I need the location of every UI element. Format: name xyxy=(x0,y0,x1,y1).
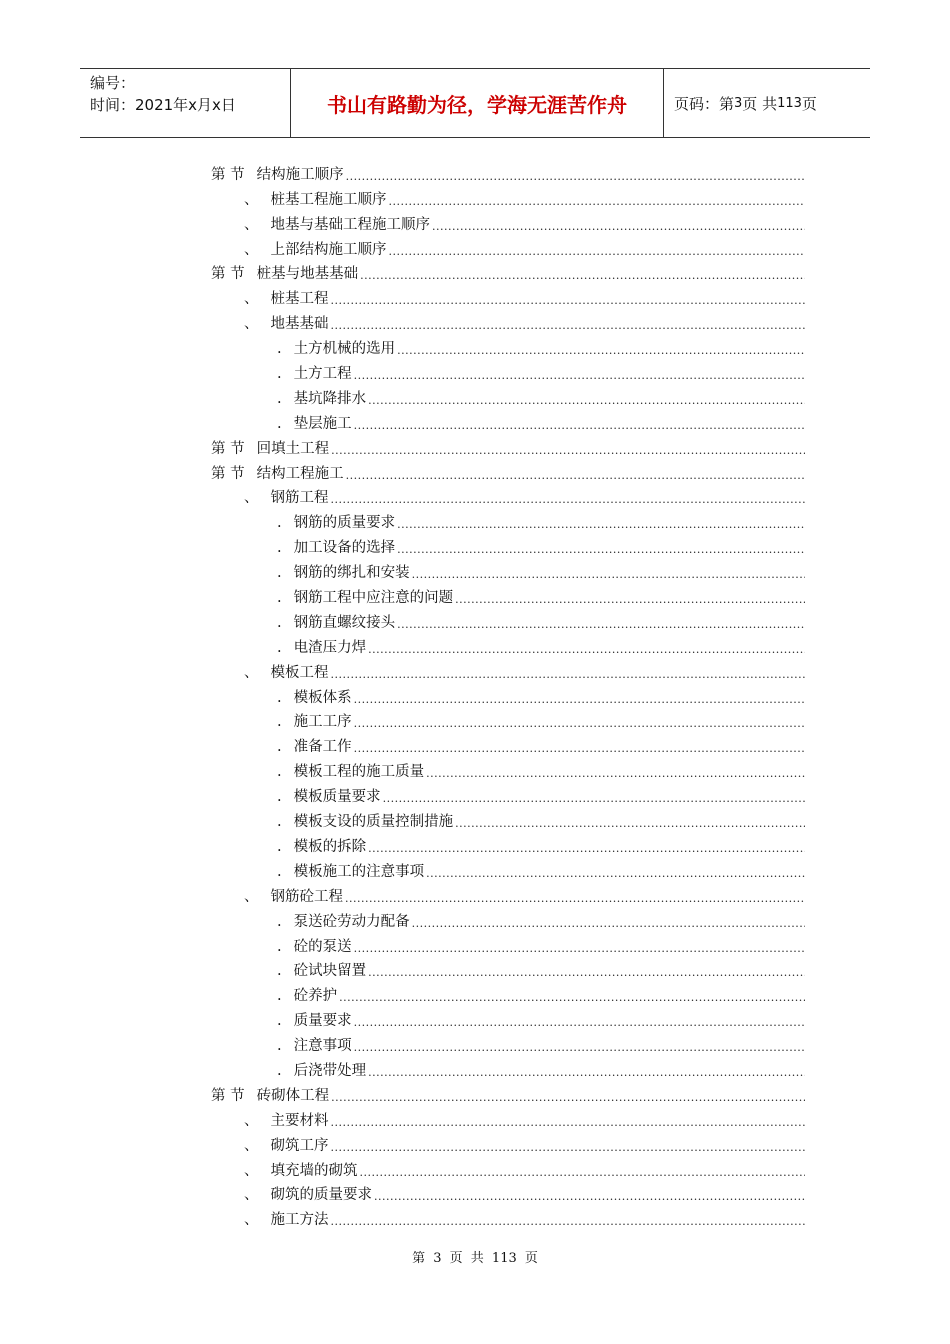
toc-entry-title: 模板支设的质量控制措施 xyxy=(293,814,454,831)
toc-entry[interactable] xyxy=(211,184,805,209)
dot-leader xyxy=(368,842,805,856)
toc-entry-title: 砼养护 xyxy=(293,988,338,1005)
toc-entry[interactable] xyxy=(211,1105,805,1130)
toc-entry-title: 模板的拆除 xyxy=(293,838,367,855)
toc-entry[interactable] xyxy=(211,458,805,483)
toc-entry[interactable] xyxy=(211,881,805,906)
toc-entry-title: 上部结构施工顺序 xyxy=(270,241,387,258)
toc-entry-title: 质量要求 xyxy=(293,1013,352,1030)
header-slogan: 书山有路勤为径，学海无涯苦作舟 xyxy=(291,69,664,137)
toc-entry-title: 钢筋工程中应注意的问题 xyxy=(293,590,454,607)
dot-leader xyxy=(331,1215,806,1229)
dot-leader xyxy=(368,966,805,980)
dot-leader xyxy=(455,593,805,607)
toc-entry-prefix: 、 xyxy=(244,316,259,333)
toc-entry-prefix: 、 xyxy=(244,1112,259,1129)
toc-entry-title: 模板施工的注意事项 xyxy=(293,863,425,880)
dot-leader xyxy=(432,220,805,234)
page-total: 113 xyxy=(777,95,802,111)
page-suffix: 页 xyxy=(801,94,817,113)
toc-entry-title: 结构施工顺序 xyxy=(256,166,344,183)
toc-entry-title: 填充墙的砌筑 xyxy=(270,1162,358,1179)
toc-entry-prefix: . xyxy=(277,515,282,532)
toc-entry[interactable] xyxy=(211,831,805,856)
toc-entry-prefix: 、 xyxy=(244,216,259,233)
toc-entry[interactable] xyxy=(211,731,805,756)
toc-entry[interactable] xyxy=(211,756,805,781)
dot-leader xyxy=(331,1141,806,1155)
dot-leader xyxy=(389,195,806,209)
toc-entry[interactable] xyxy=(211,1080,805,1105)
toc-entry[interactable] xyxy=(211,856,805,881)
toc-entry-prefix: . xyxy=(277,714,282,731)
dot-leader xyxy=(354,1041,805,1055)
toc-entry-prefix: 、 xyxy=(244,191,259,208)
toc-entry-prefix: . xyxy=(277,689,282,706)
toc-entry-title: 主要材料 xyxy=(270,1112,329,1129)
toc-entry-title: 注意事项 xyxy=(293,1038,352,1055)
toc-entry[interactable] xyxy=(211,906,805,931)
toc-entry-prefix: 、 xyxy=(244,490,259,507)
dot-leader xyxy=(397,344,805,358)
toc-entry[interactable] xyxy=(211,333,805,358)
toc-entry[interactable] xyxy=(211,582,805,607)
toc-entry[interactable] xyxy=(211,507,805,532)
dot-leader xyxy=(397,618,805,632)
toc-entry-title: 砼试块留置 xyxy=(293,963,367,980)
toc-entry-prefix: . xyxy=(277,341,282,358)
toc-entry-title: 土方工程 xyxy=(293,366,352,383)
dot-leader xyxy=(389,245,806,259)
header-meta xyxy=(80,69,291,137)
toc-entry[interactable] xyxy=(211,1204,805,1229)
dot-leader xyxy=(354,693,805,707)
toc-entry[interactable] xyxy=(211,1055,805,1080)
toc-entry-prefix: . xyxy=(277,963,282,980)
toc-entry-title: 桩基工程施工顺序 xyxy=(270,191,387,208)
document-time: 时间：2021年x月x日 xyxy=(90,96,236,114)
dot-leader xyxy=(360,1166,806,1180)
toc-entry-title: 施工方法 xyxy=(270,1212,329,1229)
toc-entry-title: 钢筋工程 xyxy=(270,490,329,507)
dot-leader xyxy=(368,394,805,408)
toc-entry-title: 桩基工程 xyxy=(270,291,329,308)
dot-leader xyxy=(331,1116,806,1130)
toc-entry[interactable] xyxy=(211,557,805,582)
toc-entry-title: 模板质量要求 xyxy=(293,789,381,806)
toc-entry-prefix: . xyxy=(277,938,282,955)
dot-leader xyxy=(360,269,805,283)
toc-entry[interactable] xyxy=(211,358,805,383)
toc-entry-prefix: 、 xyxy=(244,1187,259,1204)
toc-entry-prefix: 、 xyxy=(244,241,259,258)
toc-entry-prefix: . xyxy=(277,1062,282,1079)
dot-leader xyxy=(346,469,805,483)
toc-entry-prefix: . xyxy=(277,366,282,383)
toc-entry-title: 地基基础 xyxy=(270,316,329,333)
toc-entry-prefix: 第 节 xyxy=(211,440,245,457)
dot-leader xyxy=(368,1066,805,1080)
toc-entry-prefix: . xyxy=(277,814,282,831)
toc-entry-title: 基坑降排水 xyxy=(293,390,367,407)
toc-entry-prefix: 、 xyxy=(244,888,259,905)
toc-entry-title: 回填土工程 xyxy=(256,440,330,457)
dot-leader xyxy=(345,892,805,906)
page-footer: 第 3 页 共 113 页 xyxy=(412,1251,538,1266)
toc-entry-title: 钢筋直螺纹接头 xyxy=(293,614,396,631)
toc-entry[interactable] xyxy=(211,383,805,408)
page-number: 3 xyxy=(734,95,743,111)
toc-entry-title: 施工工序 xyxy=(293,714,352,731)
toc-entry-title: 砌筑的质量要求 xyxy=(270,1187,372,1204)
toc-entry-title: 准备工作 xyxy=(293,739,352,756)
table-of-contents xyxy=(211,159,805,1229)
toc-entry[interactable] xyxy=(211,209,805,234)
document-number: 编号： xyxy=(90,74,136,92)
toc-entry-prefix: . xyxy=(277,789,282,806)
toc-entry[interactable] xyxy=(211,980,805,1005)
dot-leader xyxy=(354,742,805,756)
toc-entry-title: 电渣压力焊 xyxy=(293,639,367,656)
toc-entry-title: 地基与基础工程施工顺序 xyxy=(270,216,430,233)
toc-entry[interactable] xyxy=(211,433,805,458)
dot-leader xyxy=(368,643,805,657)
dot-leader xyxy=(331,444,805,458)
toc-entry-title: 钢筋的绑扎和安装 xyxy=(293,565,410,582)
toc-entry-title: 砌筑工序 xyxy=(270,1137,329,1154)
toc-entry-title: 土方机械的选用 xyxy=(293,341,396,358)
toc-entry-prefix: . xyxy=(277,988,282,1005)
dot-leader xyxy=(331,668,806,682)
toc-entry[interactable] xyxy=(211,259,805,284)
toc-entry-prefix: . xyxy=(277,1038,282,1055)
toc-entry-prefix: . xyxy=(277,614,282,631)
dot-leader xyxy=(374,1190,805,1204)
toc-entry-title: 模板工程的施工质量 xyxy=(293,764,425,781)
toc-entry[interactable] xyxy=(211,159,805,184)
toc-entry[interactable] xyxy=(211,1005,805,1030)
toc-entry-prefix: 第 节 xyxy=(211,266,245,283)
toc-entry-prefix: . xyxy=(277,863,282,880)
dot-leader xyxy=(426,867,805,881)
toc-entry-title: 结构工程施工 xyxy=(256,465,344,482)
toc-entry-title: 模板体系 xyxy=(293,689,352,706)
toc-entry-prefix: 第 节 xyxy=(211,1087,245,1104)
toc-entry-prefix: . xyxy=(277,1013,282,1030)
toc-entry[interactable] xyxy=(211,1030,805,1055)
dot-leader xyxy=(331,319,806,333)
toc-entry[interactable] xyxy=(211,682,805,707)
dot-leader xyxy=(331,294,806,308)
dot-leader xyxy=(397,518,805,532)
toc-entry-title: 模板工程 xyxy=(270,664,329,681)
toc-entry[interactable] xyxy=(211,1180,805,1205)
toc-entry-prefix: 、 xyxy=(244,291,259,308)
toc-entry-prefix: 第 节 xyxy=(211,166,245,183)
toc-entry[interactable] xyxy=(211,532,805,557)
toc-entry-prefix: . xyxy=(277,415,282,432)
page-header xyxy=(80,68,870,138)
toc-entry[interactable] xyxy=(211,806,805,831)
dot-leader xyxy=(412,917,805,931)
toc-entry-title: 钢筋砼工程 xyxy=(270,888,343,905)
toc-entry-prefix: . xyxy=(277,540,282,557)
toc-entry[interactable] xyxy=(211,657,805,682)
toc-entry-prefix: . xyxy=(277,390,282,407)
toc-entry-title: 后浇带处理 xyxy=(293,1062,367,1079)
toc-entry-title: 砖砌体工程 xyxy=(256,1087,330,1104)
dot-leader xyxy=(346,170,805,184)
toc-entry[interactable] xyxy=(211,283,805,308)
toc-entry[interactable] xyxy=(211,1155,805,1180)
toc-entry-prefix: 、 xyxy=(244,664,259,681)
toc-entry-title: 钢筋的质量要求 xyxy=(293,515,396,532)
toc-entry-prefix: . xyxy=(277,764,282,781)
dot-leader xyxy=(455,817,805,831)
dot-leader xyxy=(339,991,805,1005)
toc-entry[interactable] xyxy=(211,408,805,433)
toc-entry[interactable] xyxy=(211,632,805,657)
toc-entry[interactable] xyxy=(211,483,805,508)
dot-leader xyxy=(354,717,805,731)
toc-entry[interactable] xyxy=(211,956,805,981)
dot-leader xyxy=(354,419,805,433)
page-prefix: 页码：第 xyxy=(674,94,735,113)
header-page-info xyxy=(664,69,870,137)
dot-leader xyxy=(354,369,805,383)
toc-entry-prefix: 、 xyxy=(244,1212,259,1229)
dot-leader xyxy=(354,942,805,956)
toc-entry[interactable] xyxy=(211,607,805,632)
toc-entry-prefix: . xyxy=(277,565,282,582)
toc-entry-prefix: 、 xyxy=(244,1137,259,1154)
toc-entry-prefix: . xyxy=(277,739,282,756)
toc-entry-prefix: 第 节 xyxy=(211,465,245,482)
dot-leader xyxy=(354,1016,805,1030)
toc-entry-title: 桩基与地基基础 xyxy=(256,266,359,283)
dot-leader xyxy=(331,493,806,507)
page-mid: 页 共 xyxy=(742,94,778,113)
dot-leader xyxy=(426,767,805,781)
toc-entry-prefix: . xyxy=(277,913,282,930)
toc-entry-title: 砼的泵送 xyxy=(293,938,352,955)
toc-entry-title: 垫层施工 xyxy=(293,415,352,432)
toc-entry-prefix: . xyxy=(277,590,282,607)
dot-leader xyxy=(397,543,805,557)
toc-entry[interactable] xyxy=(211,707,805,732)
toc-entry-title: 泵送砼劳动力配备 xyxy=(293,913,410,930)
toc-entry-prefix: . xyxy=(277,639,282,656)
toc-entry[interactable] xyxy=(211,1130,805,1155)
dot-leader xyxy=(383,792,805,806)
toc-entry[interactable] xyxy=(211,308,805,333)
dot-leader xyxy=(412,568,805,582)
dot-leader xyxy=(331,1091,805,1105)
toc-entry[interactable] xyxy=(211,781,805,806)
toc-entry[interactable] xyxy=(211,234,805,259)
toc-entry-title: 加工设备的选择 xyxy=(293,540,396,557)
toc-entry-prefix: . xyxy=(277,838,282,855)
toc-entry[interactable] xyxy=(211,931,805,956)
toc-entry-prefix: 、 xyxy=(244,1162,259,1179)
